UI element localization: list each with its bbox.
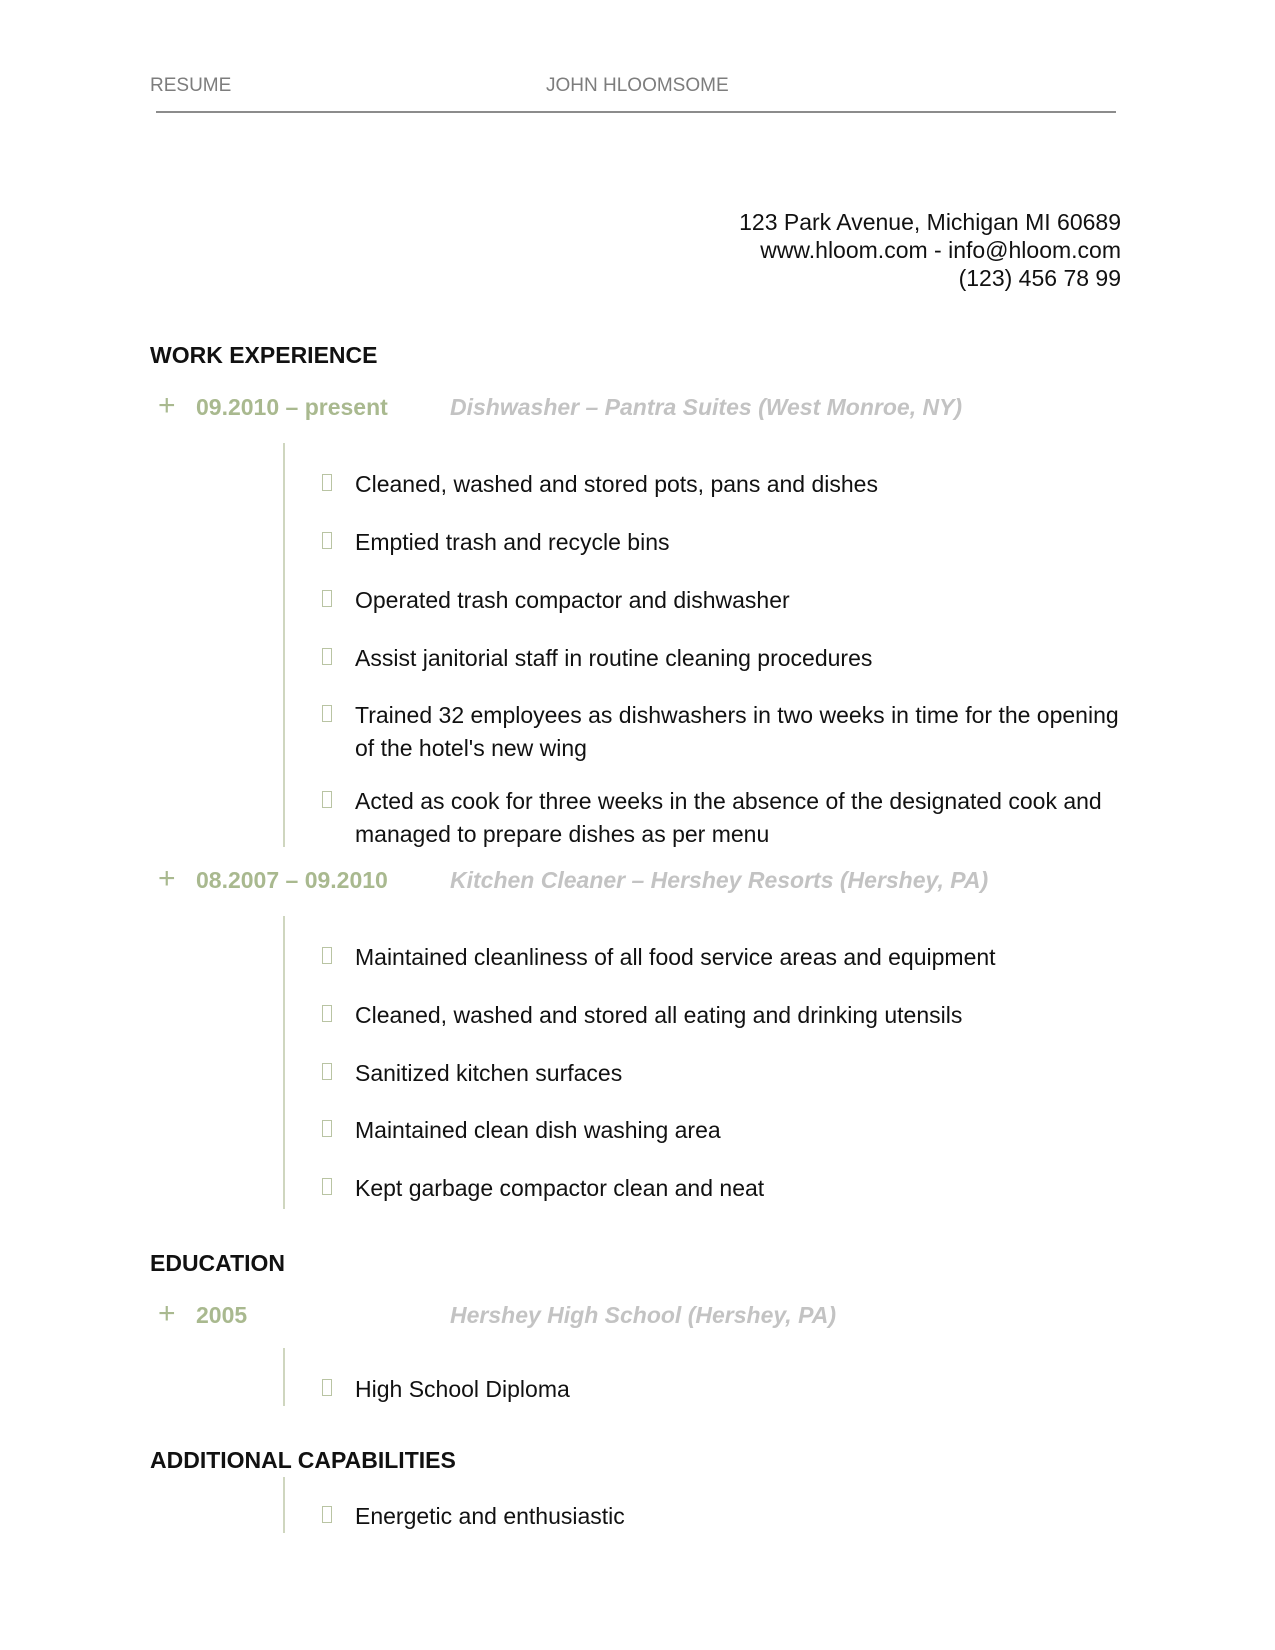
list-item-text: Maintained cleanliness of all food service areas and equipment (355, 944, 996, 970)
header-divider (156, 111, 1116, 113)
list-item-text: Emptied trash and recycle bins (355, 529, 670, 555)
contact-web-email: www.hloom.com - info@hloom.com (760, 237, 1121, 263)
plus-icon: + (158, 389, 176, 422)
entry-date: 08.2007 – 09.2010 (196, 867, 388, 893)
entry-role: Kitchen Cleaner – Hershey Resorts (Hershey, PA) (450, 867, 989, 893)
timeline-line (283, 916, 285, 1209)
entry-role: Hershey High School (Hershey, PA) (450, 1302, 836, 1328)
section-title-education: EDUCATION (150, 1250, 286, 1276)
plus-icon: + (158, 1297, 176, 1330)
timeline-line (283, 1348, 285, 1406)
list-item-text: Cleaned, washed and stored all eating and drinking utensils (355, 1002, 963, 1028)
work-entry-2-header (150, 862, 1150, 897)
list-item-text: Maintained clean dish washing area (355, 1117, 721, 1143)
section-title-work: WORK EXPERIENCE (150, 342, 378, 368)
list-item-text: Kept garbage compactor clean and neat (355, 1175, 765, 1201)
checkbox-bullet-icon (322, 791, 332, 808)
checkbox-bullet-icon (322, 1506, 332, 1523)
checkbox-bullet-icon (322, 1379, 332, 1396)
contact-block (739, 208, 1121, 292)
contact-phone: (123) 456 78 99 (958, 265, 1121, 291)
list-item-text: Operated trash compactor and dishwasher (355, 587, 790, 613)
education-entry-header (150, 1297, 1150, 1332)
list-item-text: Energetic and enthusiastic (355, 1503, 625, 1529)
checkbox-bullet-icon (322, 648, 332, 665)
list-item-text: Acted as cook for three weeks in the absence of the designated cook and managed to prepare dishes as per menu (355, 788, 1102, 847)
list-item-text: Cleaned, washed and stored pots, pans and dishes (355, 471, 878, 497)
contact-address: 123 Park Avenue, Michigan MI 60689 (739, 209, 1121, 235)
timeline-line (283, 443, 285, 847)
plus-icon: + (158, 862, 176, 895)
entry-date: 09.2010 – present (196, 394, 388, 420)
list-item-text: High School Diploma (355, 1376, 570, 1402)
checkbox-bullet-icon (322, 1120, 332, 1137)
list-item-text: Assist janitorial staff in routine cleaning procedures (355, 645, 873, 671)
list-item-text: Trained 32 employees as dishwashers in two weeks in time for the opening of the hotel's new wing (355, 702, 1119, 761)
entry-date: 2005 (196, 1302, 248, 1328)
checkbox-bullet-icon (322, 590, 332, 607)
work-entry-1-header (150, 389, 1150, 424)
timeline-line (283, 1477, 285, 1533)
header-name: JOHN HLOOMSOME (546, 75, 729, 96)
list-item-text: Sanitized kitchen surfaces (355, 1060, 623, 1086)
checkbox-bullet-icon (322, 1178, 332, 1195)
checkbox-bullet-icon (322, 474, 332, 491)
section-title-additional: ADDITIONAL CAPABILITIES (150, 1447, 456, 1473)
checkbox-bullet-icon (322, 1005, 332, 1022)
entry-role: Dishwasher – Pantra Suites (West Monroe, NY) (450, 394, 963, 420)
header-label: RESUME (150, 75, 232, 96)
checkbox-bullet-icon (322, 1063, 332, 1080)
checkbox-bullet-icon (322, 947, 332, 964)
checkbox-bullet-icon (322, 705, 332, 722)
checkbox-bullet-icon (322, 532, 332, 549)
